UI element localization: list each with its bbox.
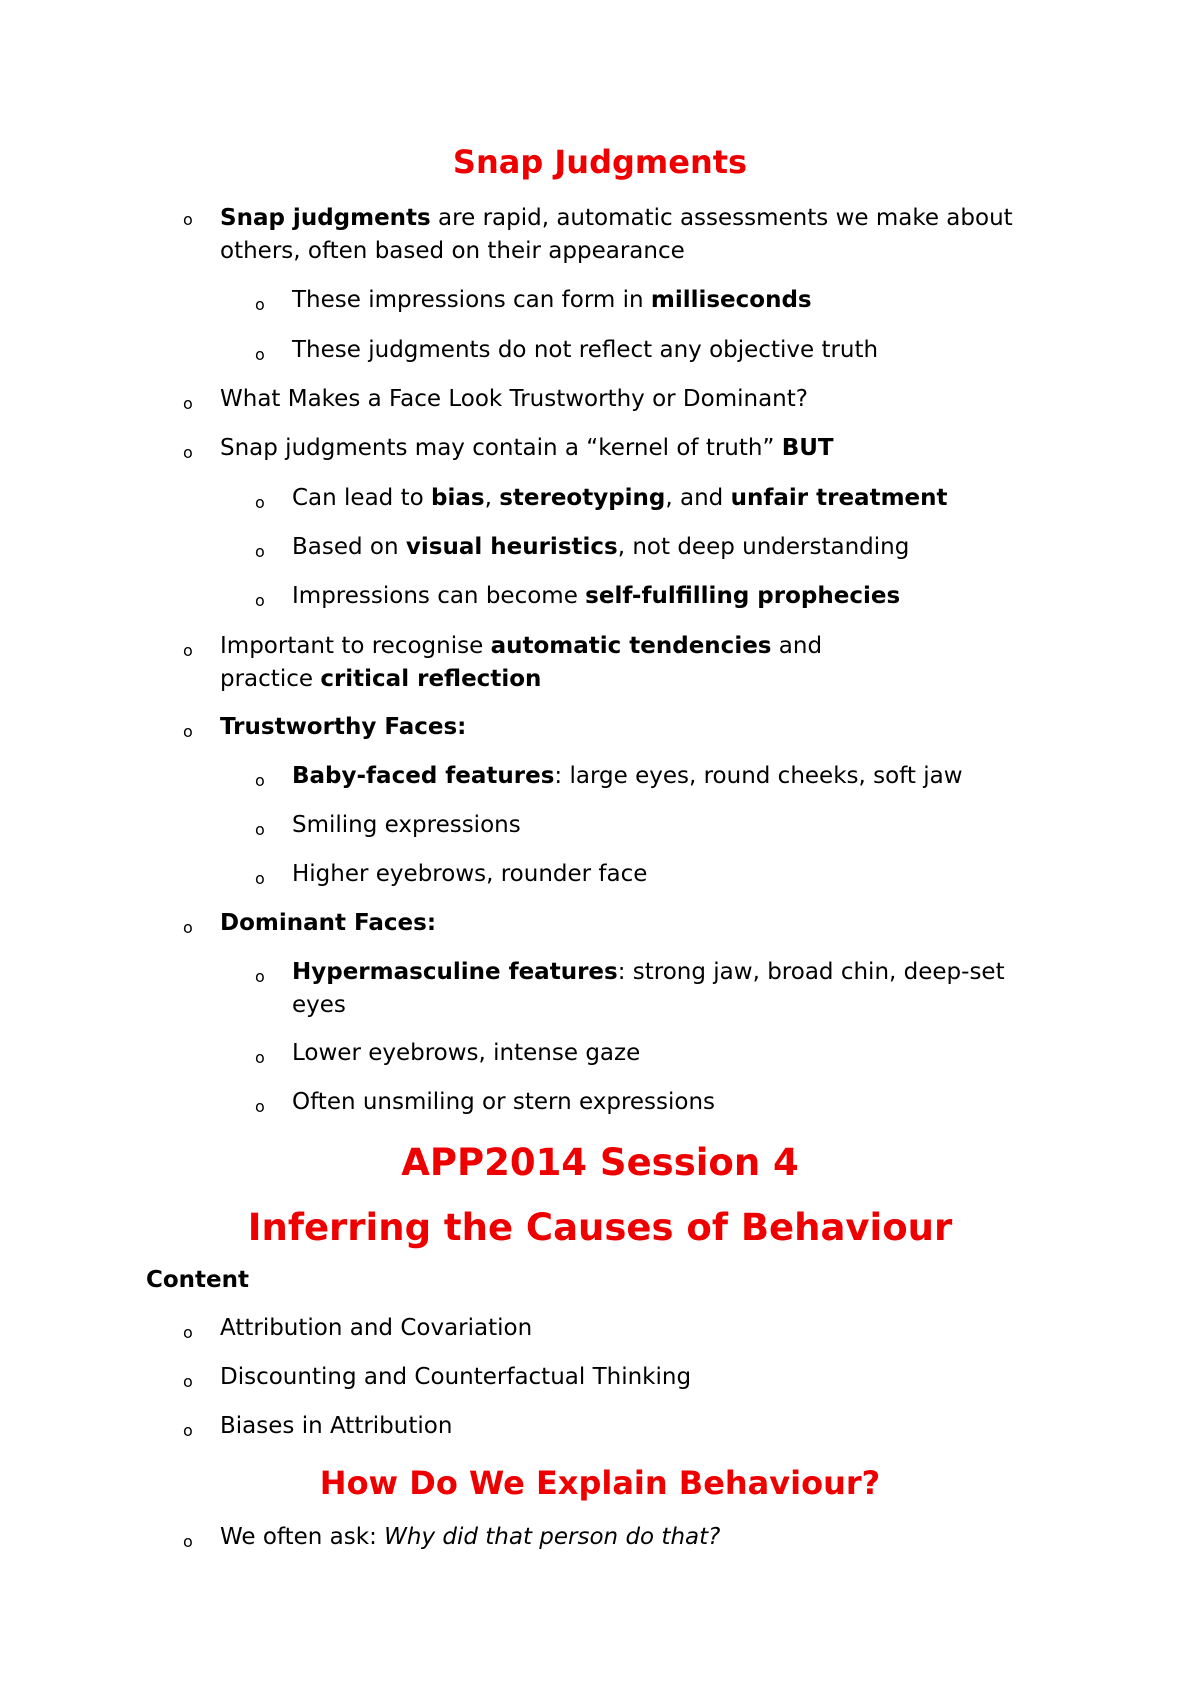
bullet-icon: o [183,918,193,937]
bullet-icon: o [255,820,265,839]
list-item: Snap judgments are rapid, automatic assessments we make about [220,205,1013,231]
list-item: Higher eyebrows, rounder face [292,861,648,887]
list-item: Baby-faced features: large eyes, round cheeks, soft jaw [292,763,963,789]
heading-inferring-causes: Inferring the Causes of Behaviour [247,1206,953,1249]
list-item: Important to recognise automatic tendencies and [220,633,823,659]
list-item: Can lead to bias, stereotyping, and unfair treatment [292,485,948,511]
list-item: Attribution and Covariation [220,1315,533,1341]
bullet-icon: o [255,1097,265,1116]
list-item: Impressions can become self-fulfilling prophecies [292,583,901,609]
list-item: Smiling expressions [292,812,521,838]
bullet-icon: o [183,641,193,660]
list-item: Discounting and Counterfactual Thinking [220,1364,692,1390]
bullet-icon: o [183,394,193,413]
bullet-icon: o [255,869,265,888]
list-item: Often unsmiling or stern expressions [292,1089,716,1115]
bullet-icon: o [255,967,265,986]
list-item: These judgments do not reflect any objective truth [292,337,879,363]
list-item: What Makes a Face Look Trustworthy or Dominant? [220,386,808,412]
list-item: Trustworthy Faces: [220,714,467,740]
heading-snap-judgments: Snap Judgments [452,143,748,181]
bullet-icon: o [183,1372,193,1391]
list-item-continuation: eyes [292,992,346,1018]
heading-explain-behaviour: How Do We Explain Behaviour? [319,1464,881,1502]
list-item: Hypermasculine features: strong jaw, broad chin, deep-set [292,959,1005,985]
bullet-icon: o [183,210,193,229]
bullet-icon: o [183,1421,193,1440]
list-item: These impressions can form in milliseconds [292,287,812,313]
list-item: Dominant Faces: [220,910,437,936]
bullet-icon: o [255,542,265,561]
bullet-icon: o [183,443,193,462]
list-item-continuation: others, often based on their appearance [220,238,685,264]
list-item-continuation: practice critical reflection [220,666,542,692]
bullet-icon: o [255,1048,265,1067]
bullet-icon: o [255,771,265,790]
list-item: Biases in Attribution [220,1413,453,1439]
heading-session: APP2014 Session 4 [401,1141,799,1184]
list-item: Based on visual heuristics, not deep understanding [292,534,910,560]
bullet-icon: o [183,1532,193,1551]
bullet-icon: o [255,345,265,364]
list-item: Lower eyebrows, intense gaze [292,1040,641,1066]
bullet-icon: o [255,295,265,314]
list-item: Snap judgments may contain a “kernel of truth” BUT [220,435,834,461]
bullet-icon: o [183,722,193,741]
list-item: We often ask: Why did that person do that? [220,1524,721,1550]
bullet-icon: o [255,591,265,610]
bullet-icon: o [183,1323,193,1342]
content-label: Content [146,1267,250,1293]
bullet-icon: o [255,493,265,512]
